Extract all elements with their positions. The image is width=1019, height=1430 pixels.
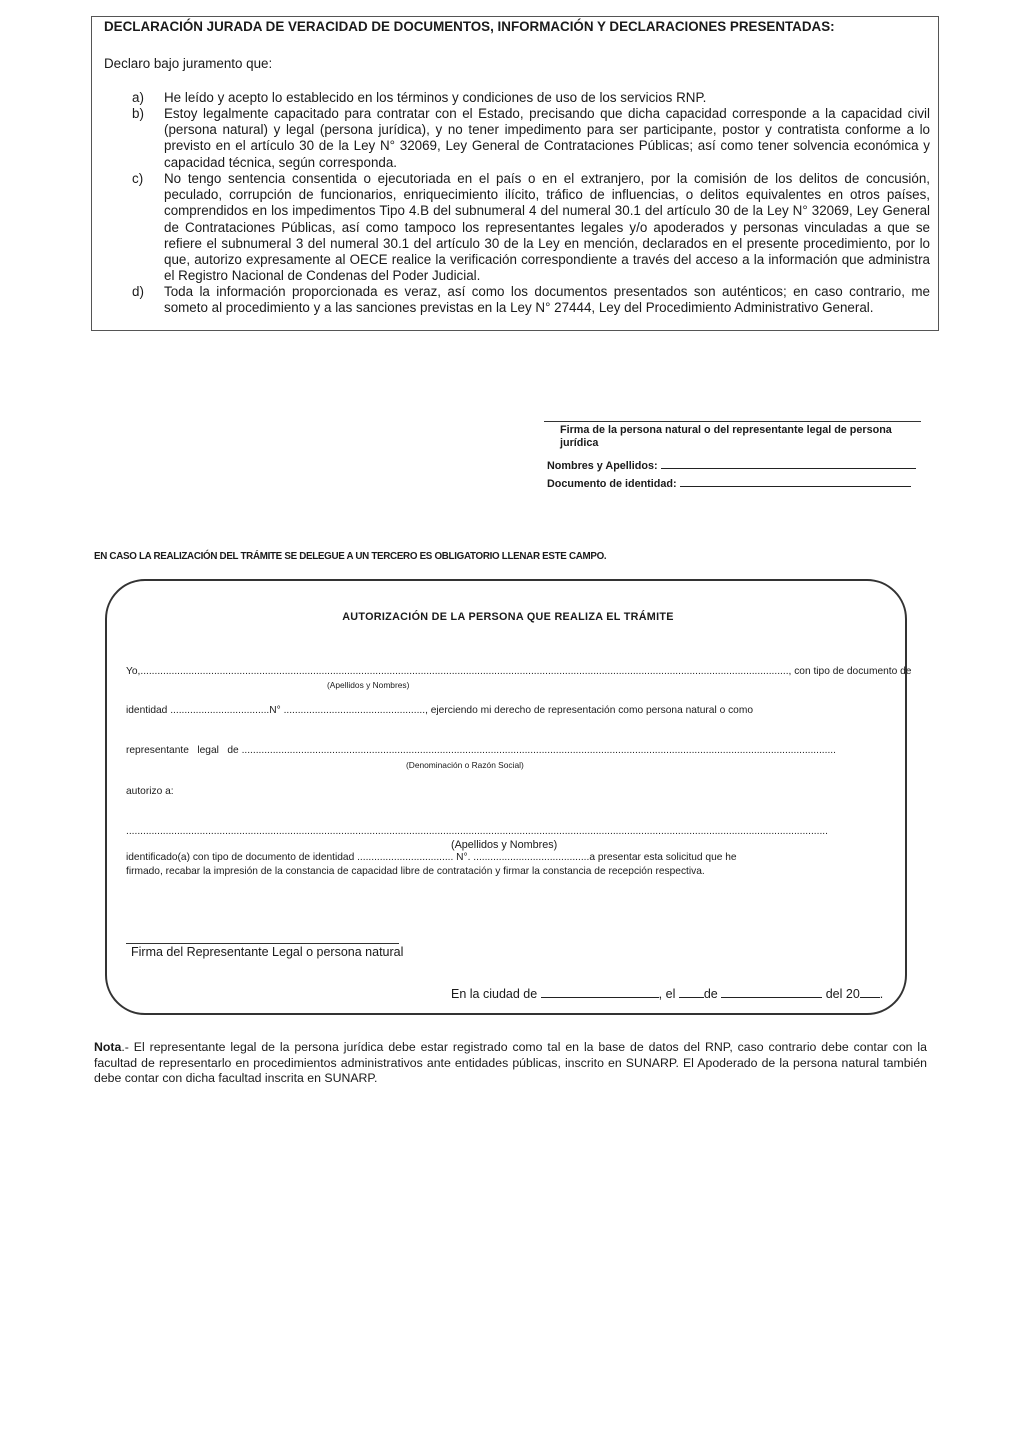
yo-prefix: Yo,	[126, 666, 141, 677]
city-del: del 20	[825, 987, 860, 1001]
razon-social-hint: (Denominación o Razón Social)	[406, 760, 524, 770]
month-input-line[interactable]	[721, 996, 822, 998]
identidad-line	[126, 705, 753, 716]
item-letter-a: a)	[132, 90, 144, 105]
identificado-number-dots[interactable]: .........................................	[473, 852, 590, 863]
signature-caption: Firma de la persona natural o del representante legal de persona jurídica	[560, 424, 892, 449]
identificado-line	[126, 852, 737, 863]
id-document-field[interactable]	[547, 478, 911, 490]
razon-social-dots[interactable]: ..................................................................................................................................................................................................................	[241, 745, 836, 756]
authorized-names-hint: (Apellidos y Nombres)	[451, 839, 558, 851]
identificado-numero: N°.	[456, 852, 471, 863]
item-text-b: Estoy legalmente capacitado para contratar con el Estado, precisando que dicha capacidad corresponde a la capacidad civil (persona natural) y legal (persona jurídica), y no tener impedimento para ser participante, postor y contratista conforme a lo previsto en el artículo 30 de la Ley N° 32069, Ley General de Contrataciones Públicas; así como tener solvencia económica y capacidad técnica, según corresponda.	[164, 106, 930, 170]
names-hint: (Apellidos y Nombres)	[327, 680, 410, 690]
representante-label: representante legal de	[126, 745, 239, 756]
autorizo-label: autorizo a:	[126, 786, 174, 797]
identidad-number-dots[interactable]: ..................................................	[283, 705, 426, 716]
authorization-box	[105, 579, 912, 1015]
id-document-input-line[interactable]	[680, 485, 911, 487]
item-letter-b: b)	[132, 106, 144, 121]
declaration-title: DECLARACIÓN JURADA DE VERACIDAD DE DOCUMENTOS, INFORMACIÓN Y DECLARACIONES PRESENTADAS:	[104, 19, 835, 34]
nota-label: Nota	[94, 1040, 122, 1054]
yo-names-dots[interactable]: .....................................................................................................................................................................................................................................	[140, 666, 789, 677]
item-text-c: No tengo sentencia consentida o ejecutoriada en el país o en el extranjero, por la comisión de los delitos de concusión, peculado, corrupción de funcionarios, enriquecimiento ilícito, tráfico de influencias, o delitos equivalentes en otros países, comprendidos en los impedimentos Tipo 4.B del subnumeral 4 del numeral 30.1 del artículo 30 de la Ley N° 32069, Ley General de Contrataciones Públicas, así como tampoco los representantes legales y/o apoderados y personas vinculadas a que se refiere el subnumeral 3 del numeral 30.1 del artículo 30 de la Ley en mención, declarados en el presente procedimiento, por lo que, autorizo expresamente al OECE realice la verificación correspondiente a través del acceso a la información que administra el Registro Nacional de Condenas del Poder Judicial.	[164, 171, 930, 284]
names-label: Nombres y Apellidos:	[547, 460, 658, 472]
identificado-suffix: a presentar esta solicitud que he	[589, 852, 737, 863]
city-input-line[interactable]	[541, 996, 659, 998]
city-de: de	[703, 987, 718, 1001]
representative-signature-line[interactable]	[126, 943, 399, 944]
yo-suffix: , con tipo de documento de	[788, 666, 912, 677]
item-letter-c: c)	[132, 171, 144, 186]
id-document-label: Documento de identidad:	[547, 478, 677, 490]
city-el: , el	[658, 987, 676, 1001]
identidad-prefix: identidad	[126, 705, 168, 716]
names-field[interactable]	[547, 460, 916, 472]
declaration-box	[91, 16, 939, 331]
identidad-suffix: , ejerciendo mi derecho de representación como persona natural o como	[425, 705, 753, 716]
names-input-line[interactable]	[661, 467, 916, 469]
identificado-prefix: identificado(a) con tipo de documento de identidad	[126, 852, 355, 863]
item-letter-d: d)	[132, 284, 144, 299]
authorized-names-dots[interactable]: ........................................................................................................................................................................................................................................................	[126, 826, 828, 837]
representative-signature-label: Firma del Representante Legal o persona natural	[131, 945, 404, 959]
identidad-type-dots[interactable]: ...................................	[170, 705, 270, 716]
delegate-note: EN CASO LA REALIZACIÓN DEL TRÁMITE SE DELEGUE A UN TERCERO ES OBLIGATORIO LLENAR ESTE CAMPO.	[94, 551, 607, 562]
city-end: .	[879, 987, 884, 1001]
yo-line	[126, 666, 911, 677]
year-input-line[interactable]	[860, 996, 880, 998]
authorization-title: AUTORIZACIÓN DE LA PERSONA QUE REALIZA EL TRÁMITE	[342, 611, 674, 623]
city-prefix: En la ciudad de	[451, 987, 538, 1001]
item-text-d: Toda la información proporcionada es veraz, así como los documentos presentados son auténticos; en caso contrario, me someto al procedimiento y a las sanciones previstas en la Ley N° 27444, Ley del Procedimiento Administrativo General.	[164, 284, 930, 316]
item-text-a: He leído y acepto lo establecido en los términos y condiciones de uso de los servicios RNP.	[164, 90, 707, 105]
signature-line[interactable]	[544, 421, 921, 422]
city-date-line	[451, 987, 883, 1001]
nota-text: .- El representante legal de la persona jurídica debe estar registrado como tal en la base de datos del RNP, caso contrario debe contar con la facultad de representarlo en procedimientos administrativos ante entidades públicas, inscrito en SUNARP. El Apoderado de la persona natural también debe contar con dicha facultad inscrita en SUNARP.	[94, 1040, 927, 1085]
authorization-line-two: firmado, recabar la impresión de la constancia de capacidad libre de contratación y firmar la constancia de recepción respectiva.	[126, 866, 705, 877]
numero-label: N°	[269, 705, 281, 716]
identificado-type-dots[interactable]: ..................................	[357, 852, 454, 863]
declaration-intro: Declaro bajo juramento que:	[104, 56, 273, 71]
day-input-line[interactable]	[679, 996, 704, 998]
representante-line	[126, 745, 836, 756]
nota-paragraph	[94, 1040, 927, 1087]
